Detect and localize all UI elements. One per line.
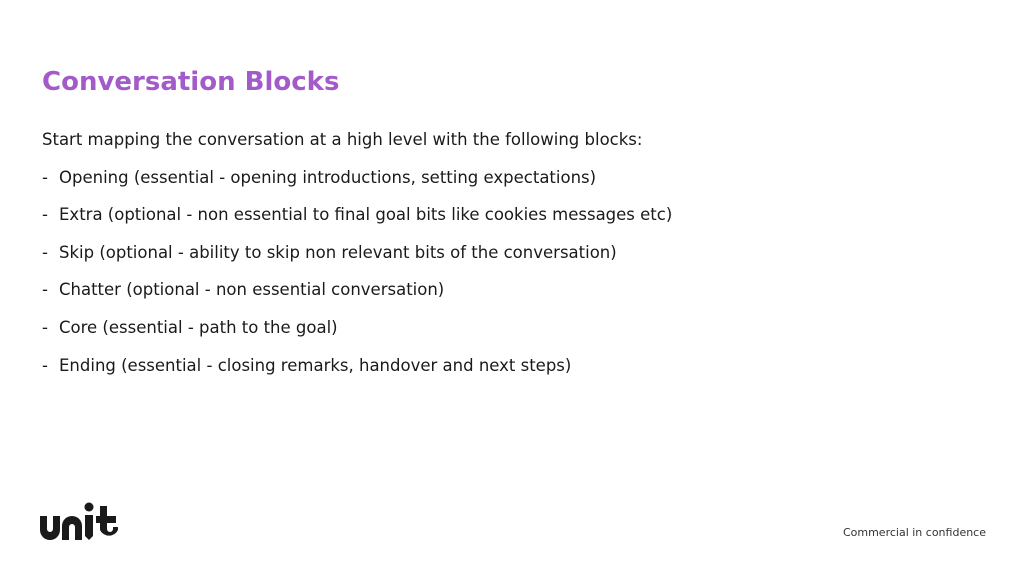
intro-text: Start mapping the conversation at a high level with the following blocks: [42, 130, 643, 149]
list-item [42, 203, 942, 227]
block-chatter: Chatter (optional - non essential conversation) [59, 280, 445, 300]
list-item [42, 241, 942, 265]
slide-title: Conversation Blocks [42, 67, 340, 97]
block-extra: Extra (optional - non essential to final goal bits like cookies messages etc) [59, 205, 673, 225]
bullet-dash: - [42, 355, 48, 375]
list-item [42, 316, 942, 340]
bullet-dash: - [42, 280, 48, 300]
unit-logo [40, 502, 118, 540]
bullet-dash: - [42, 317, 48, 337]
block-ending: Ending (essential - closing remarks, handover and next steps) [59, 355, 572, 375]
bullet-dash: - [42, 205, 48, 225]
bullet-dash: - [42, 167, 48, 187]
slide-body [42, 128, 942, 378]
block-core: Core (essential - path to the goal) [59, 317, 338, 337]
block-skip: Skip (optional - ability to skip non relevant bits of the conversation) [59, 242, 617, 262]
block-opening: Opening (essential - opening introductions, setting expectations) [59, 167, 597, 187]
blocks-list [42, 166, 942, 378]
list-item [42, 166, 942, 190]
bullet-dash: - [42, 242, 48, 262]
list-item [42, 278, 942, 302]
confidentiality-note: Commercial in confidence [842, 526, 986, 539]
list-item [42, 354, 942, 378]
